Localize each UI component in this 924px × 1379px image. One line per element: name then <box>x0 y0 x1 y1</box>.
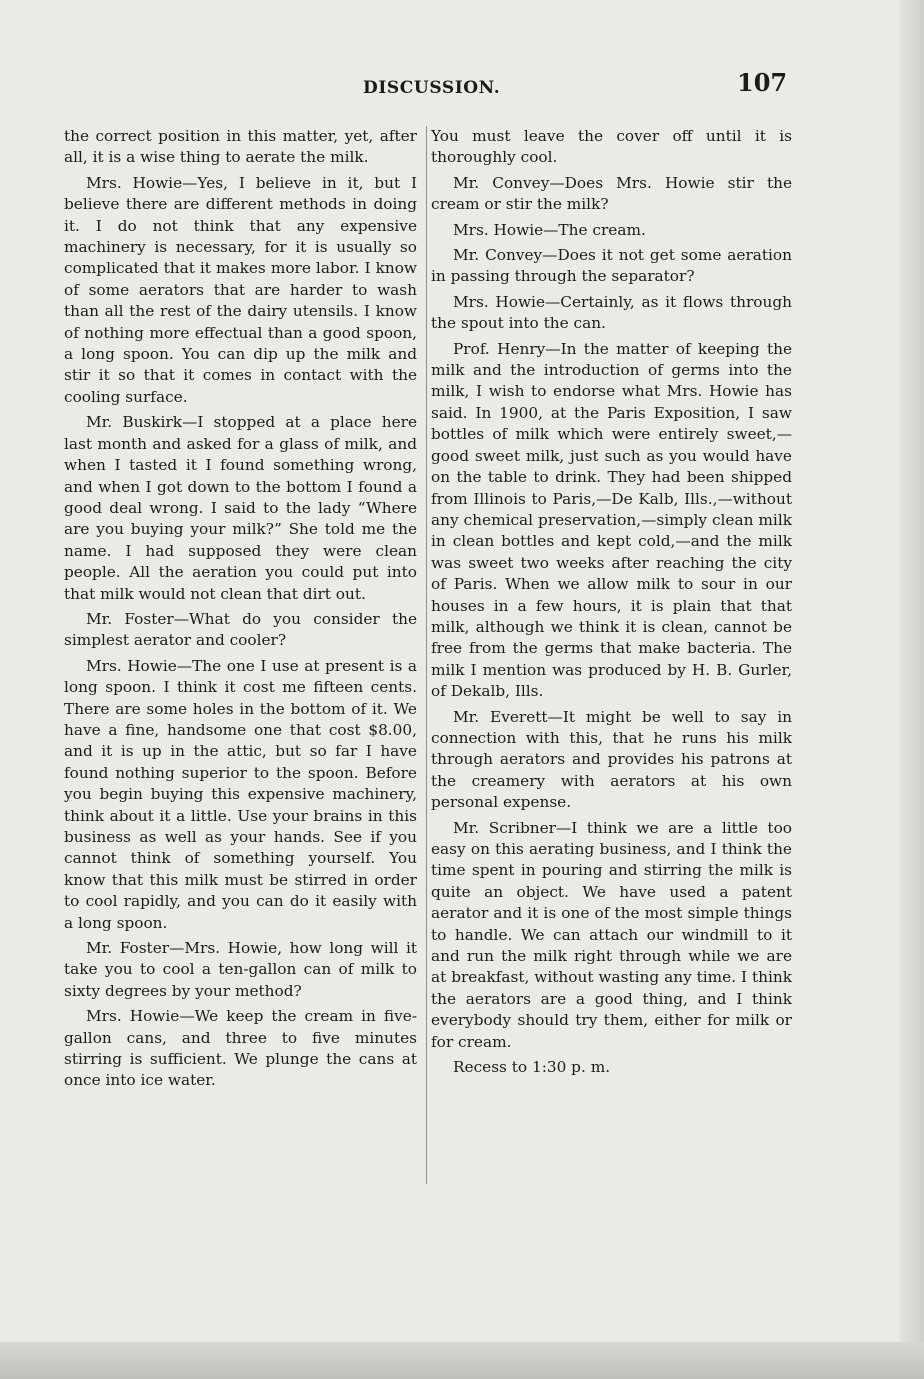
page-number: 107 <box>737 68 788 97</box>
paragraph: Mrs. Howie—Certainly, as it flows through the spout into the can. <box>431 292 792 333</box>
paragraph: You must leave the cover off until it is thoroughly cool. <box>431 127 792 167</box>
paragraph: Mrs. Howie—We keep the cream in five-gallon cans, and three to five minutes stirring is sufficient. We plunge the cans at once into ice water. <box>64 1007 417 1090</box>
left-column <box>64 126 417 1092</box>
paragraph: Mr. Everett—It might be well to say in connection with this, that he runs his milk through aerators and provides his patrons at the creamery with aerators at his own personal expense. <box>431 707 792 812</box>
paragraph: Mr. Convey—Does it not get some aeration in passing through the separator? <box>431 246 792 286</box>
paragraph: Mr. Convey—Does Mrs. Howie stir the cream or stir the milk? <box>431 173 792 214</box>
paragraph: Mr. Buskirk—I stopped at a place here last month and asked for a glass of milk, and when I tasted it I found something wrong, and when I got down to the bottom I found a good deal wrong. I said to the lady “Where are you buying your milk?” She told me the name. I had supposed they were clean people. All the aeration you could put into that milk would not clean that dirt out. <box>64 413 417 603</box>
paragraph: Prof. Henry—In the matter of keeping the milk and the introduction of germs into the milk, I wish to endorse what Mrs. Howie has said. In 1900, at the Paris Exposition, I saw bottles of milk which were entirely sweet,—good sweet milk, just such as you would have on the table to drink. They had been shipped from Illinois to Paris,—De Kalb, Ills.,—without any chemical preservation,—simply clean milk in clean bottles and kept cold,—and the milk was sweet two weeks after reaching the city of Paris. When we allow milk to sour in our houses in a few hours, it is plain that that milk, although we think it is clean, cannot be free from the germs that make bacteria. The milk I mention was produced by H. B. Gurler, of Dekalb, Ills. <box>431 339 792 701</box>
paragraph: Mr. Scribner—I think we are a little too easy on this aerating business, and I think the time spent in pouring and stirring the milk is quite an object. We have used a patent aerator and it is one of the most simple things to handle. We can attach our windmill to it and run the milk right through while we are at breakfast, without wasting any time. I think the aerators are a good thing, and I think everybody should try them, either for milk or for cream. <box>431 818 792 1051</box>
running-head: DISCUSSION. <box>363 78 501 98</box>
paragraph: the correct position in this matter, yet, after all, it is a wise thing to aerate the milk. <box>64 127 417 167</box>
page-edge-shadow <box>900 0 924 1379</box>
paragraph: Mrs. Howie—The cream. <box>453 220 646 239</box>
recess-note: Recess to 1:30 p. m. <box>453 1058 611 1077</box>
column-divider <box>426 126 427 1184</box>
paragraph: Mr. Foster—What do you consider the simplest aerator and cooler? <box>64 609 417 650</box>
paragraph: Mr. Foster—Mrs. Howie, how long will it take you to cool a ten-gallon can of milk to sixty degrees by your method? <box>64 939 417 1000</box>
paragraph: Mrs. Howie—Yes, I believe in it, but I believe there are different methods in doing it. I do not think that any expensive machinery is necessary, for it is usually so complicated that it makes more labor. I know of some aerators that are harder to wash than all the rest of the dairy utensils. I know of nothing more effectual than a good spoon, a long spoon. You can dip up the milk and stir it so that it comes in contact with the cooling surface. <box>64 173 417 406</box>
paragraph: Mrs. Howie—The one I use at present is a long spoon. I think it cost me fifteen cents. There are some holes in the bottom of it. We have a fine, handsome one that cost $8.00, and it is up in the attic, but so far I have found nothing superior to the spoon. Before you begin buying this expensive machinery, think about it a little. Use your brains in this business as well as your hands. See if you cannot think of something yourself. You know that this milk must be stirred in order to cool rapidly, and you can do it easily with a long spoon. <box>64 656 417 932</box>
right-column <box>431 126 792 1078</box>
page-bottom-edge <box>0 1342 924 1379</box>
